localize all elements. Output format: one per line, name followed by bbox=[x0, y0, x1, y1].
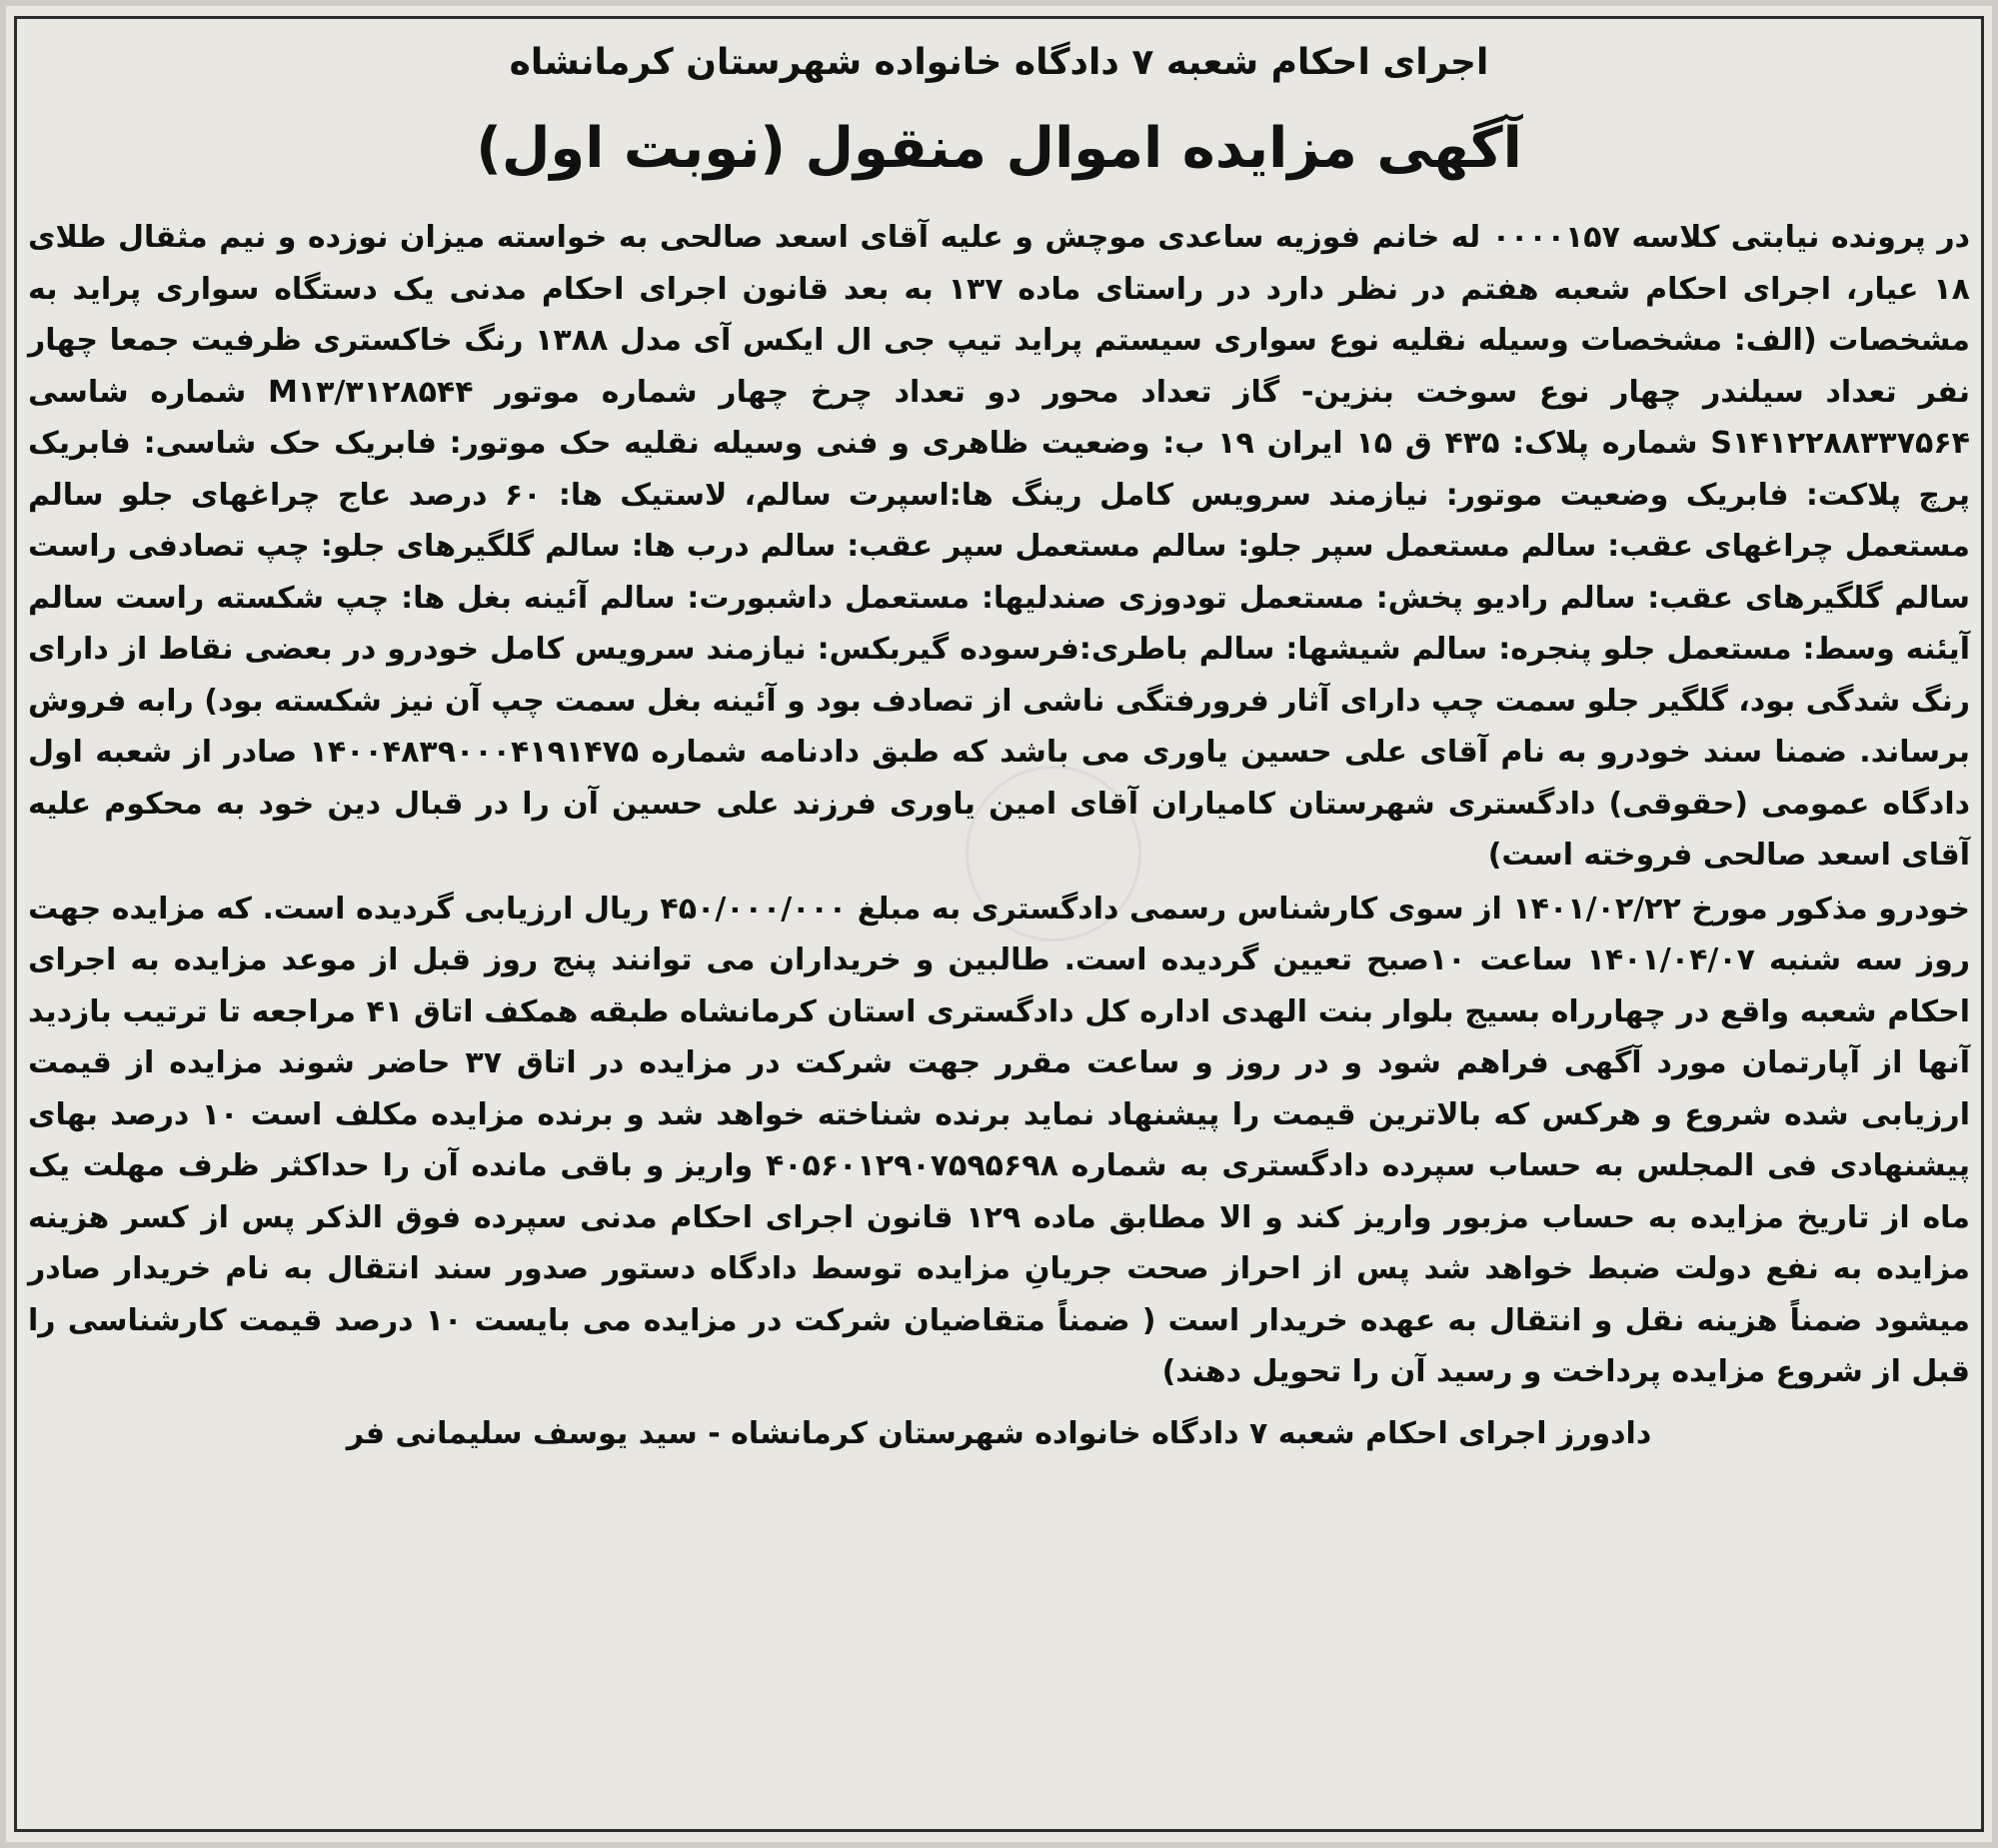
notice-body bbox=[28, 36, 1970, 1822]
notice-header: اجرای احکام شعبه ۷ دادگاه خانواده شهرستان کرمانشاه bbox=[509, 42, 1489, 83]
notice-paragraph-auction-terms: خودرو مذکور مورخ ۱۴۰۱/۰۲/۲۲ از سوی کارشناس رسمی دادگستری به مبلغ ۴۵۰/۰۰۰/۰۰۰ ریال ارزیابی گردیده است. که مزایده جهت روز سه شنبه ۱۴۰۱/۰۴/۰۷ ساعت ۱۰صبح تعیین گردیده است. طالبین و خریداران می توانند پنج روز قبل از موعد مزایده به اجرای احکام شعبه واقع در چهارراه بسیج بلوار بنت الهدی اداره کل دادگستری استان کرمانشاه طبقه همکف اتاق ۴۱ مراجعه تا ترتیب بازدید آنها از آپارتمان مورد آگهی فراهم شود و در روز و ساعت مقرر جهت شرکت در مزایده در اتاق ۳۷ حاضر شوند مزایده از قیمت ارزیابی شده شروع و هرکس که بالاترین قیمت را پیشنهاد نماید برنده شناخته خواهد شد و برنده مزایده مکلف است ۱۰ درصد بهای پیشنهادی فی المجلس به حساب سپرده دادگستری به شماره ۴۰۵۶۰۱۲۹۰۷۵۹۵۶۹۸ واریز و باقی مانده آن را حداکثر ظرف مهلت یک ماه از تاریخ مزایده به حساب مزبور واریز کند و الا مطابق ماده ۱۲۹ قانون اجرای احکام مدنی سپرده فوق الذکر پس از کسر هزینه مزایده به نفع دولت ضبط خواهد شد پس از احراز صحت جریانِ مزایده توسط دادگاه دستور صدور سند انتقال به نام خریدار صادر میشود ضمناً هزینه نقل و انتقال به عهده خریدار است ( ضمناً متقاضیان شرکت در مزایده می بایست ۱۰ درصد قیمت کارشناسی را قبل از شروع مزایده پرداخت و رسید آن را تحویل دهند) bbox=[28, 891, 1971, 1389]
notice-signature: دادورز اجرای احکام شعبه ۷ دادگاه خانواده شهرستان کرمانشاه - سید یوسف سلیمانی فر bbox=[346, 1415, 1652, 1451]
notice-paragraph-vehicle: در پرونده نیابتی کلاسه ۰۰۰۰۱۵۷ له خانم فوزیه ساعدی موچش و علیه آقای اسعد صالحی به خواسته میزان نوزده و نیم مثقال طلای ۱۸ عیار، اجرای احکام شعبه هفتم در نظر دارد در راستای ماده ۱۳۷ به بعد قانون اجرای احکام مدنی یک دستگاه سواری پراید به مشخصات (الف: مشخصات وسیله نقلیه نوع سواری سیستم پراید تیپ جی ال ایکس آی مدل ۱۳۸۸ رنگ خاکستری ظرفیت جمعا چهار نفر تعداد سیلندر چهار نوع سوخت بنزین- گاز تعداد محور دو تعداد چرخ چهار شماره موتور M۱۳/۳۱۲۸۵۴۴ شماره شاسی S۱۴۱۲۲۸۸۳۳۷۵۶۴ شماره پلاک: ۴۳۵ ق ۱۵ ایران ۱۹ ب: وضعیت ظاهری و فنی وسیله نقلیه حک موتور: فابریک حک شاسی: فابریک پرچ پلاکت: فابریک وضعیت موتور: نیازمند سرویس کامل رینگ ها:اسپرت سالم، لاستیک ها: ۶۰ درصد عاج چراغهای جلو سالم مستعمل چراغهای عقب: سالم مستعمل سپر جلو: سالم مستعمل سپر عقب: سالم درب ها: سالم گلگیرهای جلو: چپ تصادفی راست سالم گلگیرهای عقب: سالم رادیو پخش: مستعمل تودوزی صندلیها: مستعمل داشبورت: سالم آئینه بغل ها: چپ شکسته راست سالم آیئنه وسط: مستعمل جلو پنجره: سالم شیشها: سالم باطری:فرسوده گیربکس: نیازمند سرویس کامل خودرو در بعضی نقاط از دارای رنگ شدگی بود، گلگیر جلو سمت چپ دارای آثار فرورفتگی ناشی از تصادف بود و آئینه بغل سمت چپ آن نیز شکسته بود) رابه فروش برساند. ضمنا سند خودرو به نام آقای علی حسین یاوری می باشد که طبق دادنامه شماره ۱۴۰۰۴۸۳۹۰۰۰۴۱۹۱۴۷۵ صادر از شعبه اول دادگاه عمومی (حقوقی) دادگستری شهرستان کامیاران آقای امین یاوری فرزند علی حسین آن را در قبال دین خود به محکوم علیه آقای اسعد صالحی فروخته است) bbox=[28, 220, 1970, 873]
newspaper-clipping bbox=[6, 6, 1992, 1842]
notice-title: آگهی مزایده اموال منقول (نوبت اول) bbox=[476, 116, 1522, 181]
